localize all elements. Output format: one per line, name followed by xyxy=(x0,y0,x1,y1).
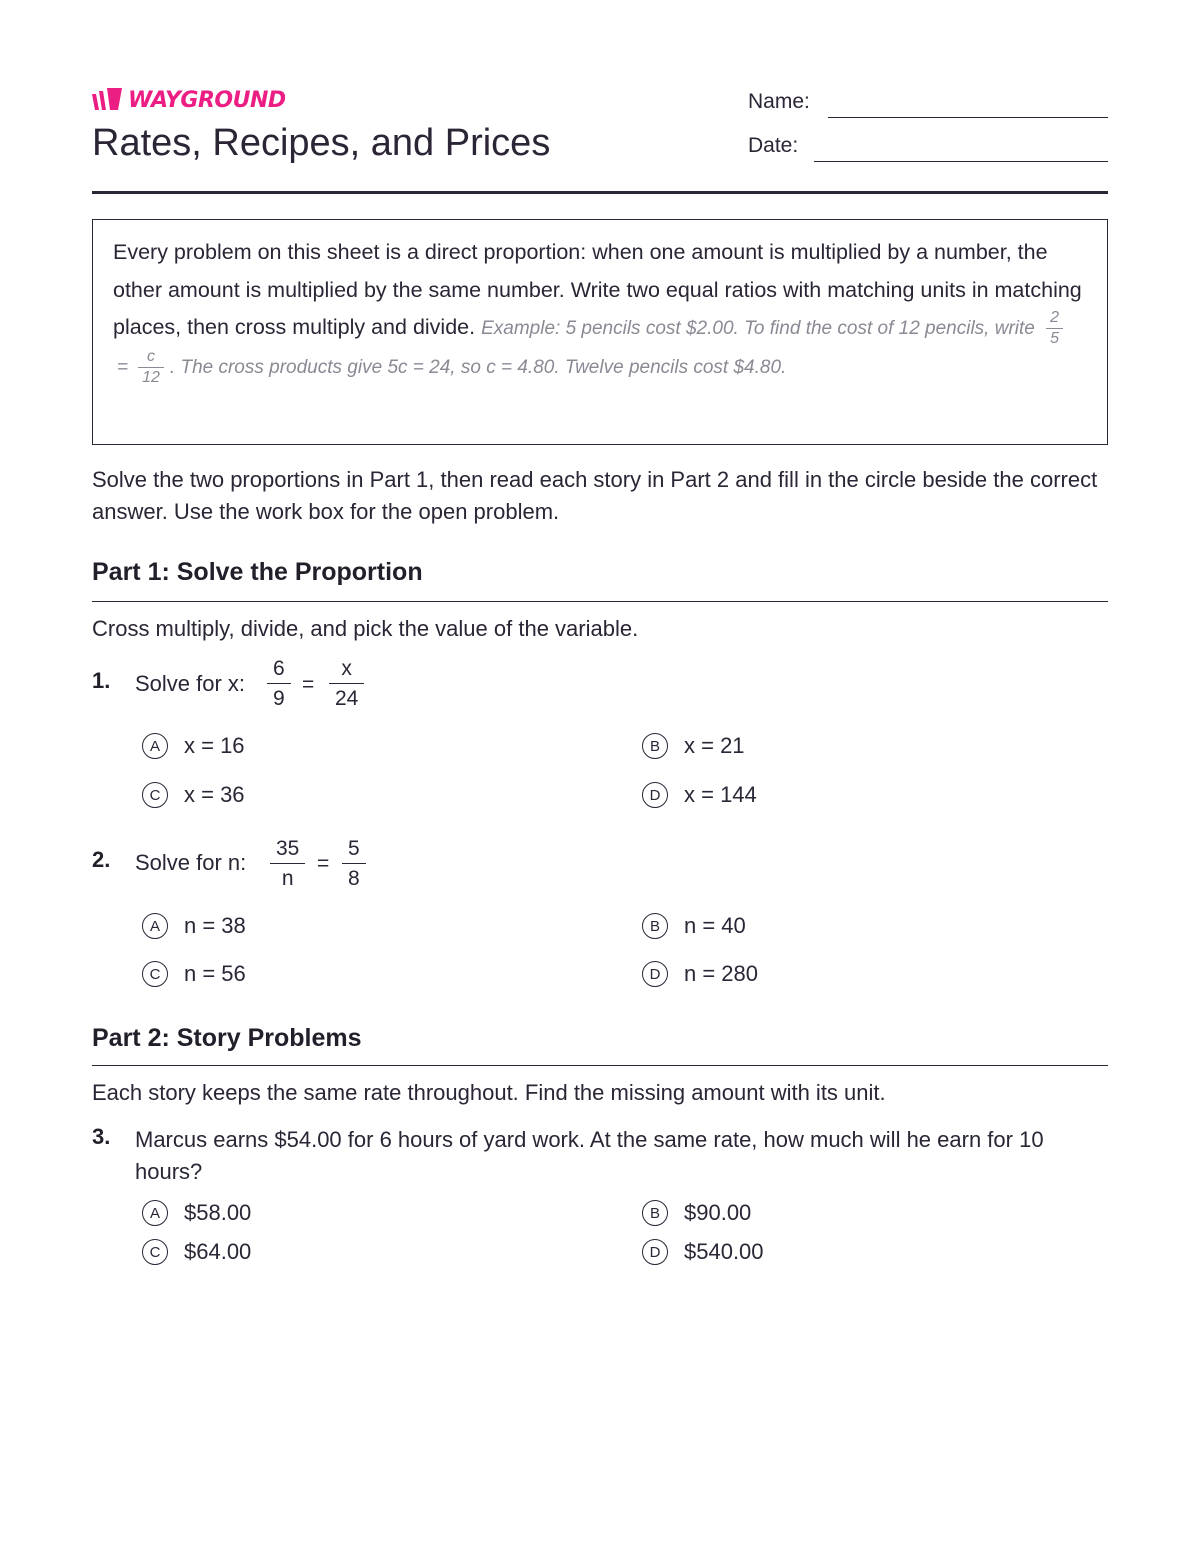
part2-instructions: Each story keeps the same rate throughout. Find the missing amount with its unit. xyxy=(92,1080,886,1105)
answer-bubble[interactable]: C xyxy=(142,782,168,808)
answer-text: $58.00 xyxy=(184,1200,252,1225)
answer-bubble[interactable]: D xyxy=(642,1239,668,1265)
fraction-denominator: 12 xyxy=(142,368,160,386)
question-fraction-left xyxy=(267,658,291,709)
answer-option[interactable] xyxy=(642,730,745,762)
answer-text: n = 38 xyxy=(184,913,246,938)
answer-bubble[interactable]: B xyxy=(642,913,668,939)
part1-title: Part 1: Solve the Proportion xyxy=(92,558,423,586)
fraction-numerator: x xyxy=(329,658,364,684)
answer-text: x = 36 xyxy=(184,782,245,807)
answer-option[interactable] xyxy=(642,958,758,990)
fraction-denominator: n xyxy=(281,867,294,890)
fraction-numerator: c xyxy=(138,349,164,368)
question-number: 3. xyxy=(92,1124,111,1149)
answer-bubble[interactable]: A xyxy=(142,733,168,759)
example-lead: Example: 5 pencils cost $2.00. To find the cost of 12 pencils, write xyxy=(481,318,1035,339)
question-prompt: Solve for n: xyxy=(135,850,247,875)
answer-text: $64.00 xyxy=(184,1239,252,1264)
name-line[interactable] xyxy=(828,117,1108,118)
answer-option[interactable] xyxy=(642,779,757,811)
answer-text: x = 144 xyxy=(684,782,757,807)
answer-bubble[interactable]: C xyxy=(142,961,168,987)
answer-bubble[interactable]: A xyxy=(142,913,168,939)
question-fraction-left xyxy=(270,838,305,889)
name-field[interactable] xyxy=(748,90,1108,120)
answer-option[interactable] xyxy=(642,1197,751,1229)
example-tail: . The cross products give 5c = 24, so c = 4.80. Twelve pencils cost $4.80. xyxy=(169,356,787,378)
fraction-denominator: 24 xyxy=(335,687,359,710)
name-label: Name: xyxy=(748,90,810,113)
answer-text: n = 56 xyxy=(184,961,246,986)
brand-logo xyxy=(92,86,286,114)
fraction-denominator: 5 xyxy=(1050,330,1060,348)
question-fraction-right xyxy=(329,658,364,709)
answer-text: n = 40 xyxy=(684,913,746,938)
part2-divider xyxy=(92,1065,1108,1066)
answer-option[interactable] xyxy=(642,1236,764,1268)
equals-sign: = xyxy=(302,673,315,696)
question-number: 1. xyxy=(92,668,111,693)
answer-bubble[interactable]: B xyxy=(642,1200,668,1226)
example-fraction-2 xyxy=(138,349,164,386)
fraction-numerator: 2 xyxy=(1046,310,1063,329)
header-divider xyxy=(92,191,1108,194)
answer-option[interactable] xyxy=(142,730,245,762)
question-number: 2. xyxy=(92,847,111,872)
answer-option[interactable] xyxy=(142,1197,251,1229)
fraction-numerator: 6 xyxy=(267,658,291,684)
answer-text: $90.00 xyxy=(684,1200,752,1225)
answer-bubble[interactable]: D xyxy=(642,782,668,808)
question-prompt: Solve for x: xyxy=(135,671,246,696)
example-fraction-1 xyxy=(1046,310,1063,347)
intro-text: Every problem on this sheet is a direct proportion: when one amount is multiplied by a number, the other amount is multiplied by the same number. Write two equal ratios with matching units in matching places, then cross multiply and divide. xyxy=(113,240,1082,339)
answer-bubble[interactable]: A xyxy=(142,1200,168,1226)
answer-bubble[interactable]: C xyxy=(142,1239,168,1265)
question-prompt: Marcus earns $54.00 for 6 hours of yard work. At the same rate, how much will he earn for 10 hours? xyxy=(135,1127,1044,1184)
date-label: Date: xyxy=(748,134,799,157)
answer-text: x = 21 xyxy=(684,733,745,758)
answer-bubble[interactable]: D xyxy=(642,961,668,987)
part1-divider xyxy=(92,601,1108,602)
brand-mark-icon xyxy=(92,88,122,112)
date-line[interactable] xyxy=(814,161,1108,162)
answer-option[interactable] xyxy=(142,779,245,811)
question-fraction-right xyxy=(342,838,366,889)
part1-instructions: Cross multiply, divide, and pick the value of the variable. xyxy=(92,616,639,641)
answer-text: $540.00 xyxy=(684,1239,764,1264)
date-field[interactable] xyxy=(748,134,1108,164)
page-title: Rates, Recipes, and Prices xyxy=(92,122,551,164)
answer-option[interactable] xyxy=(642,910,746,942)
answer-option[interactable] xyxy=(142,910,246,942)
equals-sign: = xyxy=(117,356,129,378)
intro-box xyxy=(92,219,1108,445)
answer-text: x = 16 xyxy=(184,733,245,758)
part2-title: Part 2: Story Problems xyxy=(92,1024,362,1052)
answer-option[interactable] xyxy=(142,958,246,990)
answer-bubble[interactable]: B xyxy=(642,733,668,759)
equals-sign: = xyxy=(317,852,330,875)
fraction-numerator: 35 xyxy=(270,838,305,864)
answer-text: n = 280 xyxy=(684,961,759,986)
answer-option[interactable] xyxy=(142,1236,251,1268)
directions-text: Solve the two proportions in Part 1, then read each story in Part 2 and fill in the circle beside the correct answer. Use the work box for the open problem. xyxy=(92,467,1098,524)
fraction-numerator: 5 xyxy=(342,838,366,864)
fraction-denominator: 8 xyxy=(348,867,360,890)
brand-name: WAYGROUND xyxy=(128,87,286,113)
fraction-denominator: 9 xyxy=(273,687,285,710)
